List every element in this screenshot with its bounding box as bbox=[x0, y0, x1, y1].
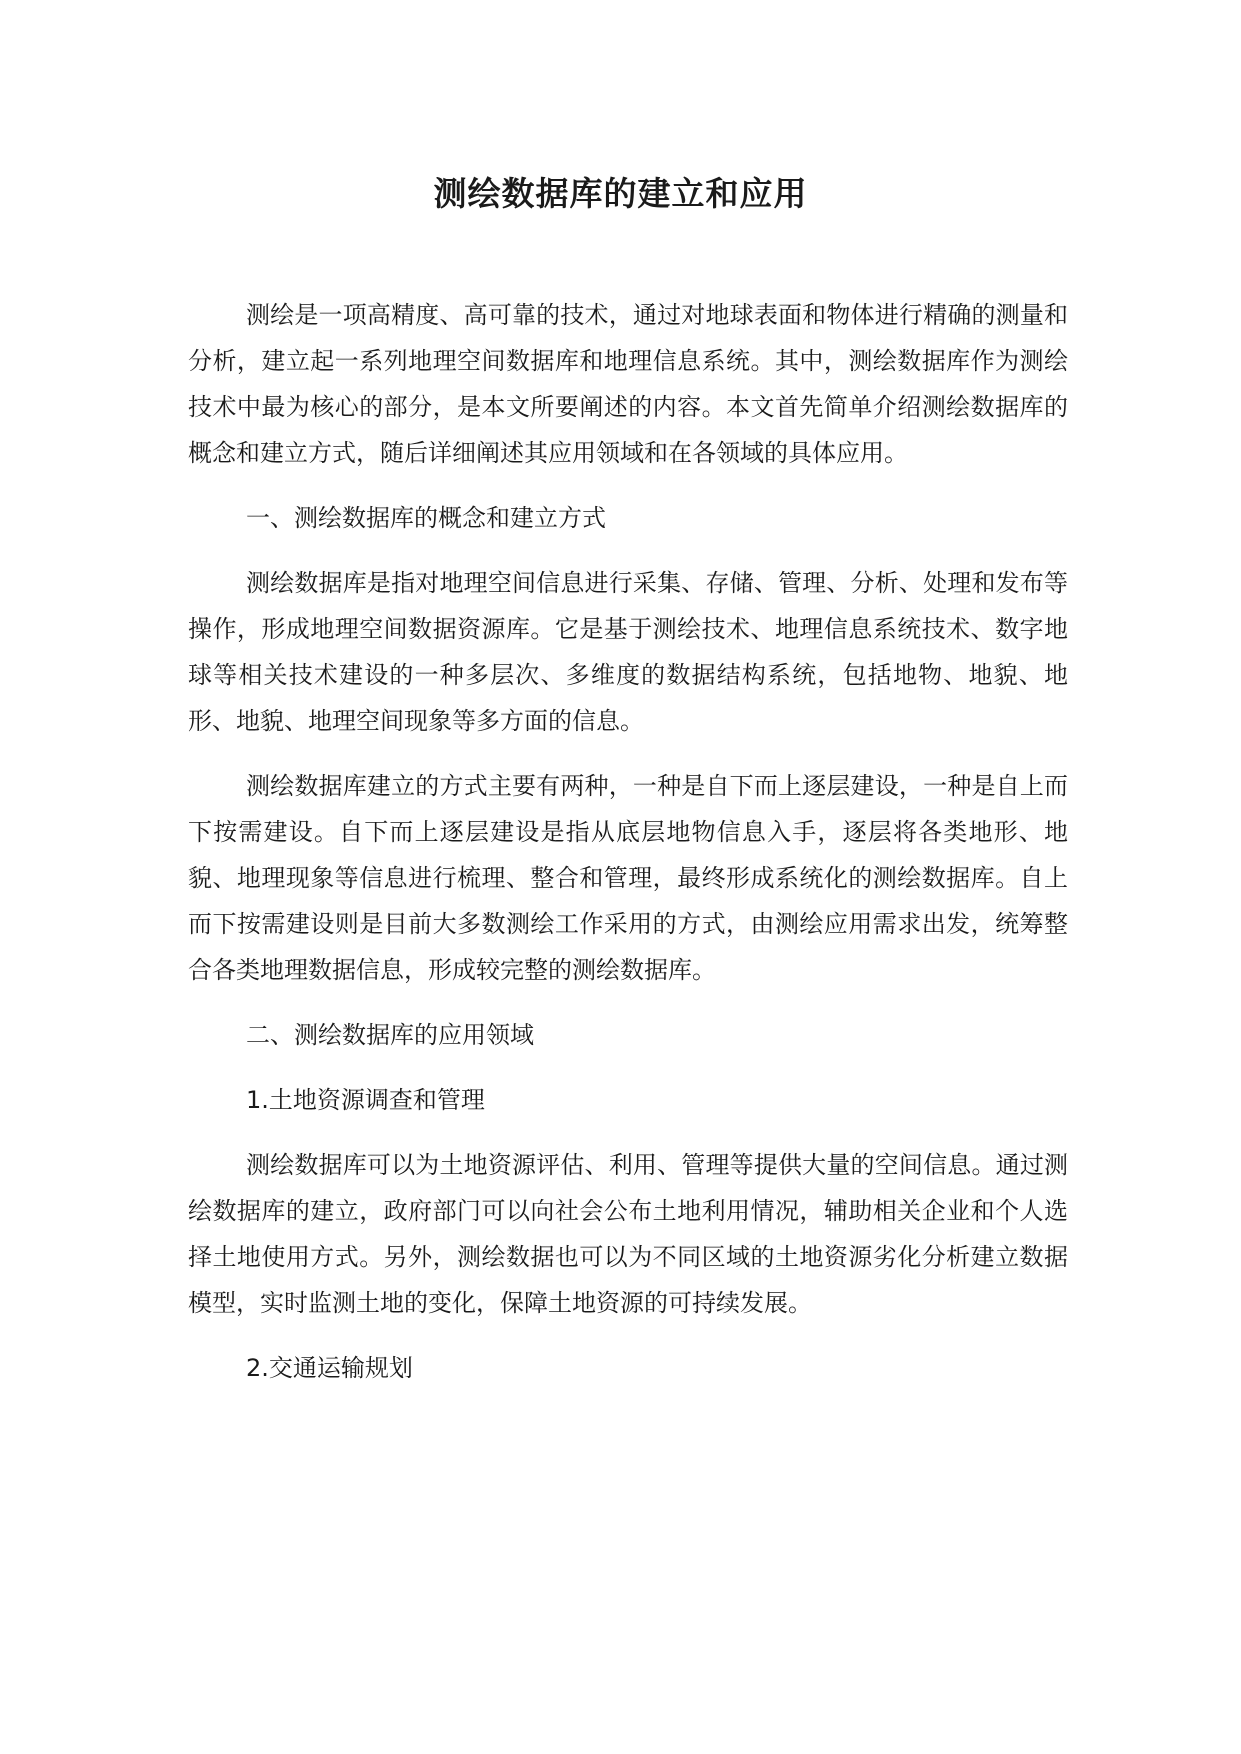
document-body bbox=[188, 292, 1068, 1410]
subsection-heading-2: 2.交通运输规划 bbox=[246, 1354, 413, 1382]
subsection-heading-1: 1.土地资源调查和管理 bbox=[246, 1086, 485, 1114]
land-resource-paragraph: 测绘数据库可以为土地资源评估、利用、管理等提供大量的空间信息。通过测绘数据库的建立，政府部门可以向社会公布土地利用情况，辅助相关企业和个人选择土地使用方式。另外，测绘数据也可以为不同区域的土地资源劣化分析建立数据模型，实时监测土地的变化，保障土地资源的可持续发展。 bbox=[188, 1151, 1068, 1317]
method-paragraph: 测绘数据库建立的方式主要有两种，一种是自下而上逐层建设，一种是自上而下按需建设。自下而上逐层建设是指从底层地物信息入手，逐层将各类地形、地貌、地理现象等信息进行梳理、整合和管理，最终形成系统化的测绘数据库。自上而下按需建设则是目前大多数测绘工作采用的方式，由测绘应用需求出发，统筹整合各类地理数据信息，形成较完整的测绘数据库。 bbox=[188, 772, 1068, 984]
document-title: 测绘数据库的建立和应用 bbox=[433, 174, 808, 213]
section-heading-1: 一、测绘数据库的概念和建立方式 bbox=[246, 504, 606, 532]
intro-paragraph: 测绘是一项高精度、高可靠的技术，通过对地球表面和物体进行精确的测量和分析，建立起一系列地理空间数据库和地理信息系统。其中，测绘数据库作为测绘技术中最为核心的部分，是本文所要阐述的内容。本文首先简单介绍测绘数据库的概念和建立方式，随后详细阐述其应用领域和在各领域的具体应用。 bbox=[188, 301, 1068, 467]
concept-paragraph: 测绘数据库是指对地理空间信息进行采集、存储、管理、分析、处理和发布等操作，形成地理空间数据资源库。它是基于测绘技术、地理信息系统技术、数字地球等相关技术建设的一种多层次、多维度的数据结构系统，包括地物、地貌、地形、地貌、地理空间现象等多方面的信息。 bbox=[188, 569, 1068, 735]
section-heading-2: 二、测绘数据库的应用领域 bbox=[246, 1021, 534, 1049]
